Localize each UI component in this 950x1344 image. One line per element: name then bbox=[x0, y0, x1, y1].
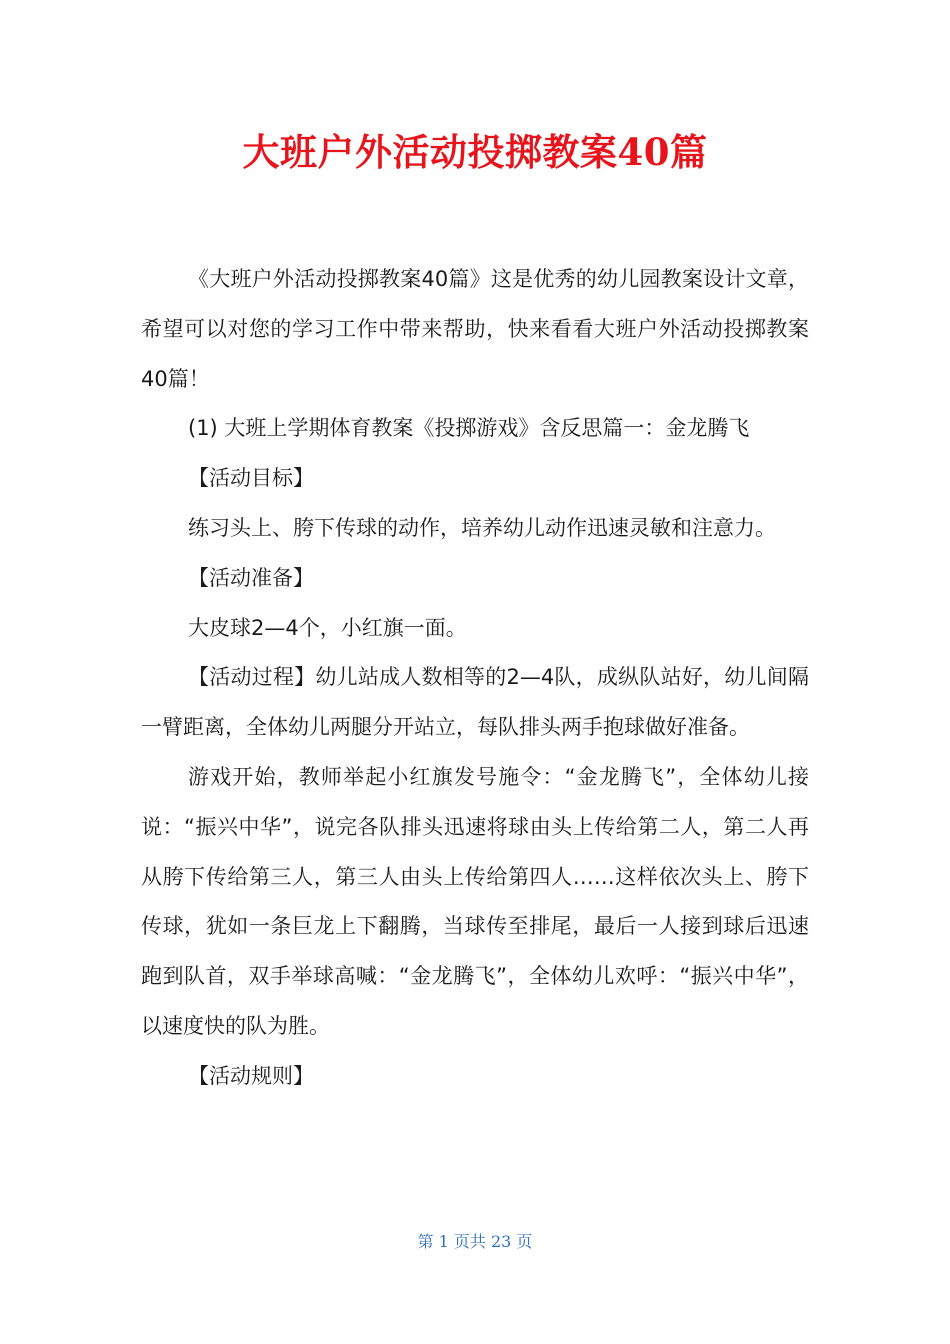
document-body bbox=[141, 255, 809, 1102]
activity-prep-text: 大皮球2—4个，小红旗一面。 bbox=[188, 615, 467, 640]
activity-goal-text: 练习头上、胯下传球的动作，培养幼儿动作迅速灵敏和注意力。 bbox=[188, 515, 776, 540]
activity-rules-heading: 【活动规则】 bbox=[188, 1063, 314, 1088]
document-title: 大班户外活动投掷教案40篇 bbox=[242, 130, 708, 174]
game-description-paragraph: 游戏开始，教师举起小红旗发号施令：“金龙腾飞”，全体幼儿接说：“振兴中华”，说完各队排头迅速将球由头上传给第二人，第二人再从胯下传给第三人，第三人由头上传给第四人……这样依次头上、胯下传球，犹如一条巨龙上下翻腾，当球传至排尾，最后一人接到球后迅速跑到队首，双手举球高喊：“金龙腾飞”，全体幼儿欢呼：“振兴中华”，以速度快的队为胜。 bbox=[141, 764, 809, 1038]
activity-goal-heading: 【活动目标】 bbox=[188, 466, 314, 491]
activity-prep-heading: 【活动准备】 bbox=[188, 565, 314, 590]
page-footer: 第 1 页共 23 页 bbox=[417, 1232, 533, 1251]
intro-paragraph: 《大班户外活动投掷教案40篇》这是优秀的幼儿园教案设计文章，希望可以对您的学习工作中带来帮助，快来看看大班户外活动投掷教案40篇！ bbox=[141, 267, 809, 391]
section-heading-1: (1) 大班上学期体育教案《投掷游戏》含反思篇一：金龙腾飞 bbox=[188, 416, 750, 441]
activity-process-paragraph: 【活动过程】幼儿站成人数相等的2—4队，成纵队站好，幼儿间隔一臂距离，全体幼儿两腿分开站立，每队排头两手抱球做好准备。 bbox=[141, 665, 809, 740]
